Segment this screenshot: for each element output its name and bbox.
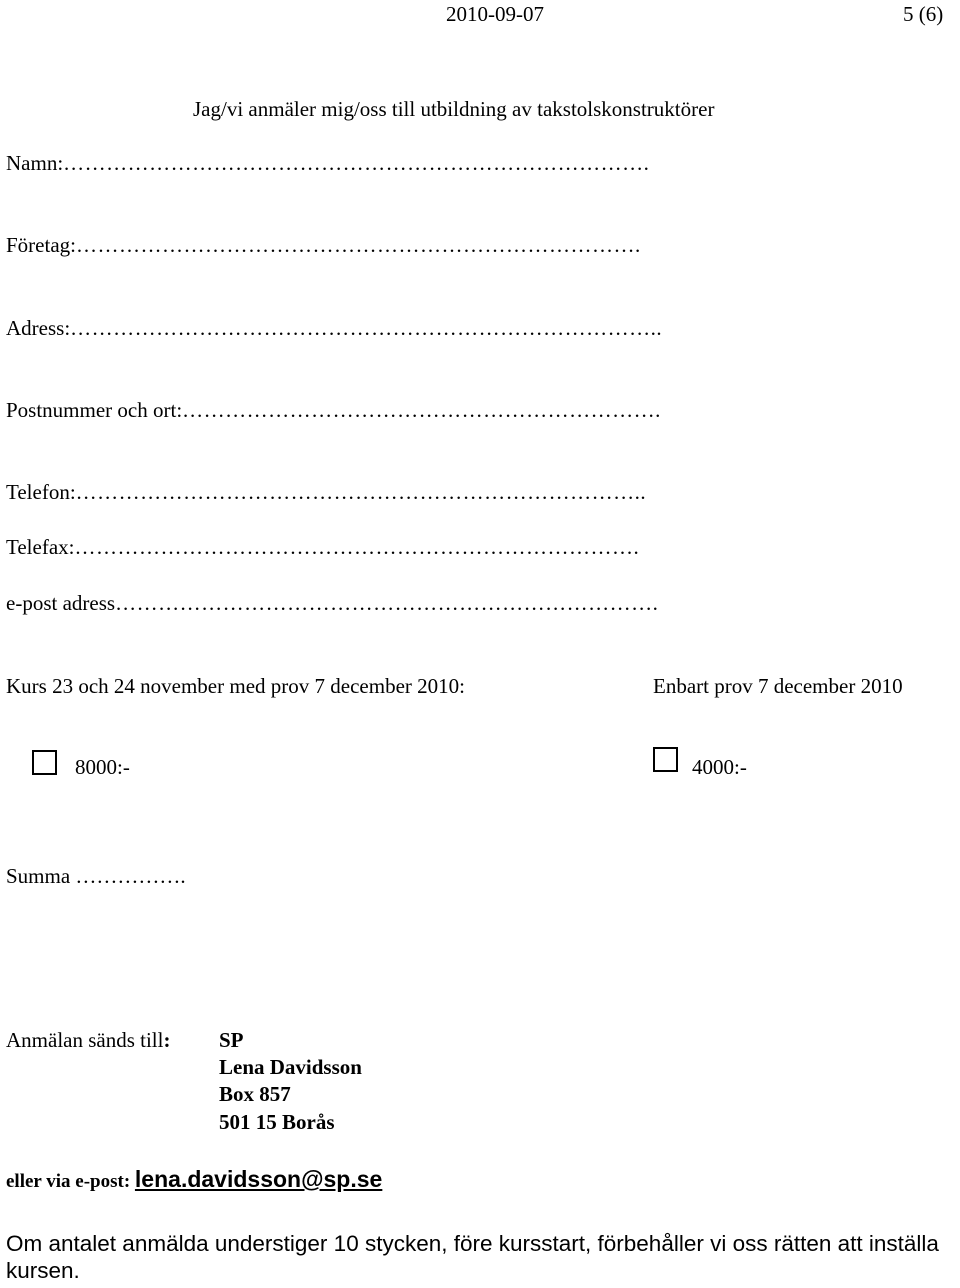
- field-telefon[interactable]: [6, 480, 646, 505]
- email-link[interactable]: lena.davidsson@sp.se: [134, 1166, 383, 1192]
- send-to-colon: :: [163, 1028, 171, 1052]
- field-dots: …………………………………………………………………….: [74, 535, 640, 559]
- course-full-price: 8000:-: [75, 755, 130, 779]
- page-number: 5 (6): [903, 2, 944, 26]
- email-row: [6, 1166, 382, 1193]
- field-label: Företag:: [6, 233, 76, 257]
- course-exam-label: Enbart prov 7 december 2010: [653, 674, 903, 698]
- address-city: 501 15 Borås: [219, 1110, 335, 1134]
- address-box: Box 857: [219, 1082, 291, 1106]
- field-label: Telefax:: [6, 535, 75, 559]
- course-full-checkbox[interactable]: [32, 750, 57, 775]
- field-label: Namn:: [6, 151, 64, 175]
- field-dots: ………………………………………………………….: [182, 398, 661, 422]
- send-to-label-text: Anmälan sänds till: [6, 1028, 164, 1052]
- field-label: Telefon:: [6, 480, 76, 504]
- field-label: Adress:: [6, 316, 71, 340]
- course-exam-price: 4000:-: [692, 755, 747, 779]
- field-postnummer[interactable]: [6, 398, 661, 423]
- header-date: 2010-09-07: [446, 2, 544, 26]
- field-dots: ……………………………………………………………………..: [75, 480, 647, 504]
- field-foretag[interactable]: [6, 233, 641, 258]
- cancellation-notice: Om antalet anmälda understiger 10 stycken, före kursstart, förbehåller vi oss rätten att inställa kursen.: [6, 1231, 939, 1283]
- field-telefax[interactable]: [6, 535, 639, 560]
- field-dots: ………………………………………………………………………..: [70, 316, 663, 340]
- field-epost[interactable]: [6, 591, 658, 616]
- summa-label: Summa: [6, 864, 71, 888]
- field-dots: ………………………………………………………………….: [115, 591, 659, 615]
- email-prefix: eller via e-post:: [6, 1171, 135, 1192]
- address-name: Lena Davidsson: [219, 1055, 362, 1079]
- field-label: e-post adress: [6, 591, 116, 615]
- field-namn[interactable]: [6, 151, 649, 176]
- send-to-label: [6, 1028, 170, 1053]
- address-company: SP: [219, 1028, 244, 1052]
- field-adress[interactable]: [6, 316, 662, 341]
- summa-field[interactable]: [6, 864, 186, 889]
- course-exam-checkbox[interactable]: [653, 747, 678, 772]
- field-dots: …………………………………………………………………….: [75, 233, 641, 257]
- course-full-label: Kurs 23 och 24 november med prov 7 december 2010:: [6, 674, 465, 698]
- field-dots: ……………………………………………………………………….: [63, 151, 650, 175]
- field-label: Postnummer och ort:: [6, 398, 183, 422]
- summa-dots: …………….: [75, 864, 186, 888]
- form-title: Jag/vi anmäler mig/oss till utbildning av takstolskonstruktörer: [193, 97, 715, 121]
